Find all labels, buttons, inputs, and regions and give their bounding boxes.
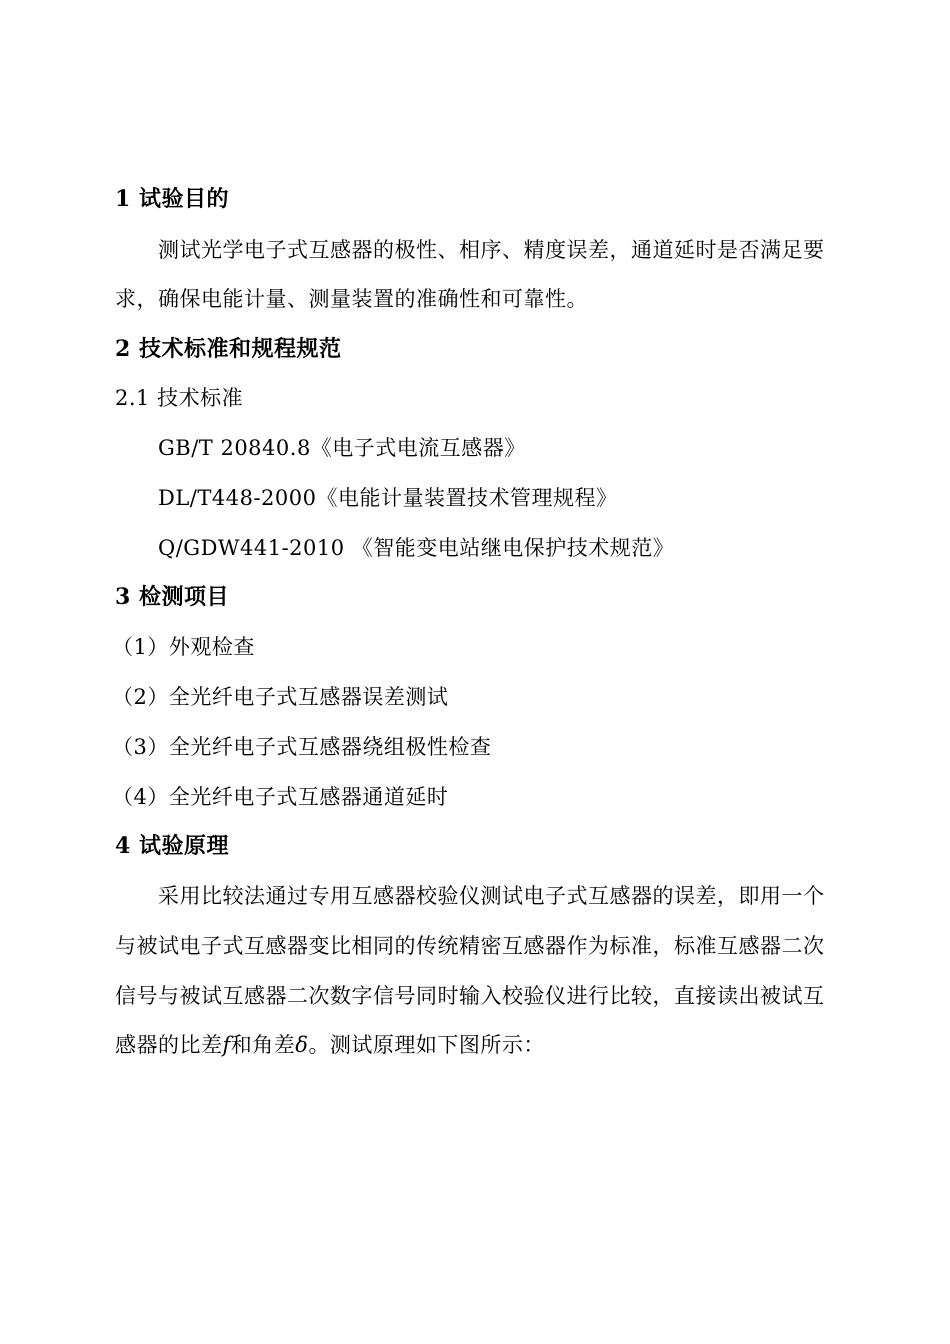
standard-item-2: DL/T448-2000《电能计量装置技术管理规程》 (158, 486, 618, 510)
check-item-3: （3）全光纤电子式互感器绕组极性检查 (112, 735, 492, 759)
last-line-pre: 感器的比差 (115, 1033, 223, 1057)
section-3-heading: 3 检测项目 (115, 584, 229, 610)
check-item-1: （1）外观检查 (112, 635, 255, 659)
section-4-paragraph-line-3: 信号与被试互感器二次数字信号同时输入校验仪进行比较，直接读出被试互 (115, 984, 825, 1008)
section-4-heading: 4 试验原理 (115, 833, 229, 859)
last-line-mid: 和角差 (230, 1033, 296, 1057)
section-1-paragraph-line-1: 测试光学电子式互感器的极性、相序、精度误差，通道延时是否满足要 (158, 238, 825, 262)
standard-item-3: Q/GDW441-2010 《智能变电站继电保护技术规范》 (158, 536, 675, 560)
section-4-paragraph-line-1: 采用比较法通过专用互感器校验仪测试电子式互感器的误差，即用一个 (158, 884, 825, 908)
standard-item-1: GB/T 20840.8《电子式电流互感器》 (158, 436, 526, 460)
section-4-paragraph-line-4 (115, 1030, 545, 1060)
last-line-post: 。测试原理如下图所示： (308, 1033, 545, 1057)
symbol-f: f (222, 1033, 231, 1057)
symbol-delta: δ (295, 1033, 309, 1057)
section-2-subheading: 2.1 技术标准 (115, 386, 244, 410)
section-1-paragraph-line-2: 求，确保电能计量、测量装置的准确性和可靠性。 (115, 287, 588, 311)
section-2-heading: 2 技术标准和规程规范 (115, 336, 342, 362)
check-item-4: （4）全光纤电子式互感器通道延时 (112, 785, 449, 809)
section-4-paragraph-line-2: 与被试电子式互感器变比相同的传统精密互感器作为标准，标准互感器二次 (115, 934, 825, 958)
section-1-heading: 1 试验目的 (115, 186, 229, 212)
check-item-2: （2）全光纤电子式互感器误差测试 (112, 685, 449, 709)
